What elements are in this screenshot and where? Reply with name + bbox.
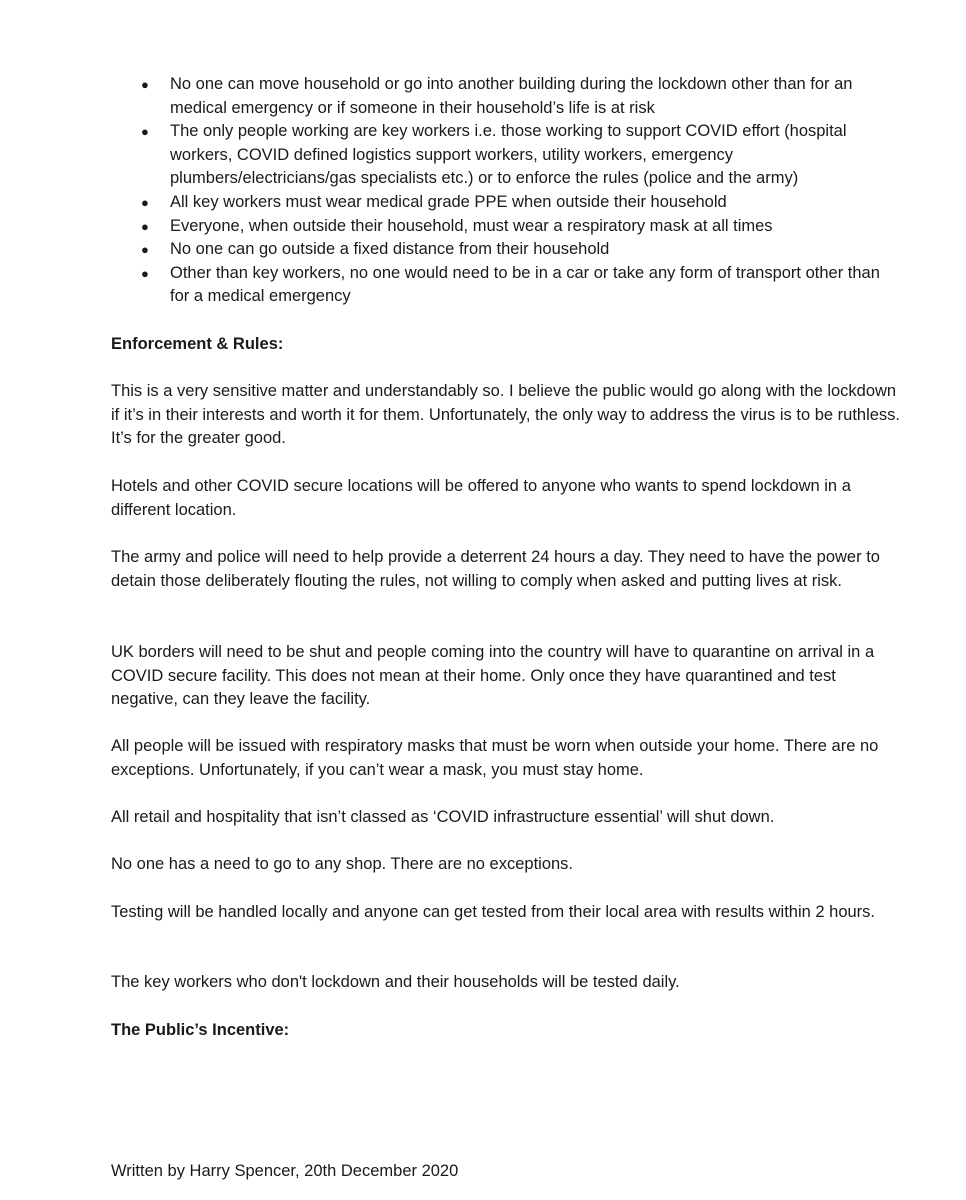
paragraph: No one has a need to go to any shop. There are no exceptions. [111, 855, 574, 873]
bullet-icon: ● [141, 218, 149, 234]
bullet-text: All key workers must wear medical grade PPE when outside their household [170, 192, 727, 211]
bullet-icon: ● [141, 194, 149, 210]
bullet-text: Everyone, when outside their household, must wear a respiratory mask at all times [170, 216, 773, 235]
list-item [111, 262, 901, 309]
list-item [111, 120, 901, 191]
bullet-text: Other than key workers, no one would need to be in a car or take any form of transport other than for a medical emergency [170, 263, 880, 306]
section-heading-incentive: The Public’s Incentive: [111, 1021, 290, 1039]
footer-author: Written by Harry Spencer, 20th December 2020 [111, 1162, 459, 1180]
bullet-text: The only people working are key workers i.e. those working to support COVID effort (hospital workers, COVID defined logistics support workers, utility workers, emergency plumbers/electricians/gas specialists etc.) or to enforce the rules (police and the army) [170, 122, 847, 188]
list-item [111, 215, 901, 239]
paragraph: Hotels and other COVID secure locations will be offered to anyone who wants to spend lockdown in a different location. [111, 477, 851, 519]
paragraph: All people will be issued with respiratory masks that must be worn when outside your home. There are no exceptions. Unfortunately, if you can’t wear a mask, you must stay home. [111, 737, 879, 779]
paragraph: The key workers who don't lockdown and their households will be tested daily. [111, 973, 680, 991]
bullet-icon: ● [141, 124, 149, 140]
bullet-text: No one can go outside a fixed distance from their household [170, 240, 610, 259]
bullet-list [111, 73, 901, 309]
bullet-icon: ● [141, 242, 149, 258]
bullet-icon: ● [141, 77, 149, 92]
section-heading-enforcement: Enforcement & Rules: [111, 335, 284, 353]
paragraph: Testing will be handled locally and anyone can get tested from their local area with results within 2 hours. [111, 903, 876, 921]
bullet-icon: ● [141, 265, 149, 281]
paragraph: UK borders will need to be shut and people coming into the country will have to quarantine on arrival in a COVID secure facility. This does not mean at their home. Only once they have quarantined and test negative, can they leave the facility. [111, 643, 875, 709]
paragraph: This is a very sensitive matter and understandably so. I believe the public would go along with the lockdown if it’s in their interests and worth it for them. Unfortunately, the only way to address the virus is to be ruthless. It’s for the greater good. [111, 382, 901, 448]
list-item [111, 73, 901, 120]
list-item [111, 191, 901, 215]
list-item [111, 238, 901, 262]
paragraph: The army and police will need to help provide a deterrent 24 hours a day. They need to have the power to detain those deliberately flouting the rules, not willing to comply when asked and putting lives at risk. [111, 548, 880, 590]
paragraph: All retail and hospitality that isn’t classed as ‘COVID infrastructure essential’ will shut down. [111, 808, 775, 826]
bullet-text: No one can move household or go into another building during the lockdown other than for an medical emergency or if someone in their household’s life is at risk [170, 75, 853, 117]
